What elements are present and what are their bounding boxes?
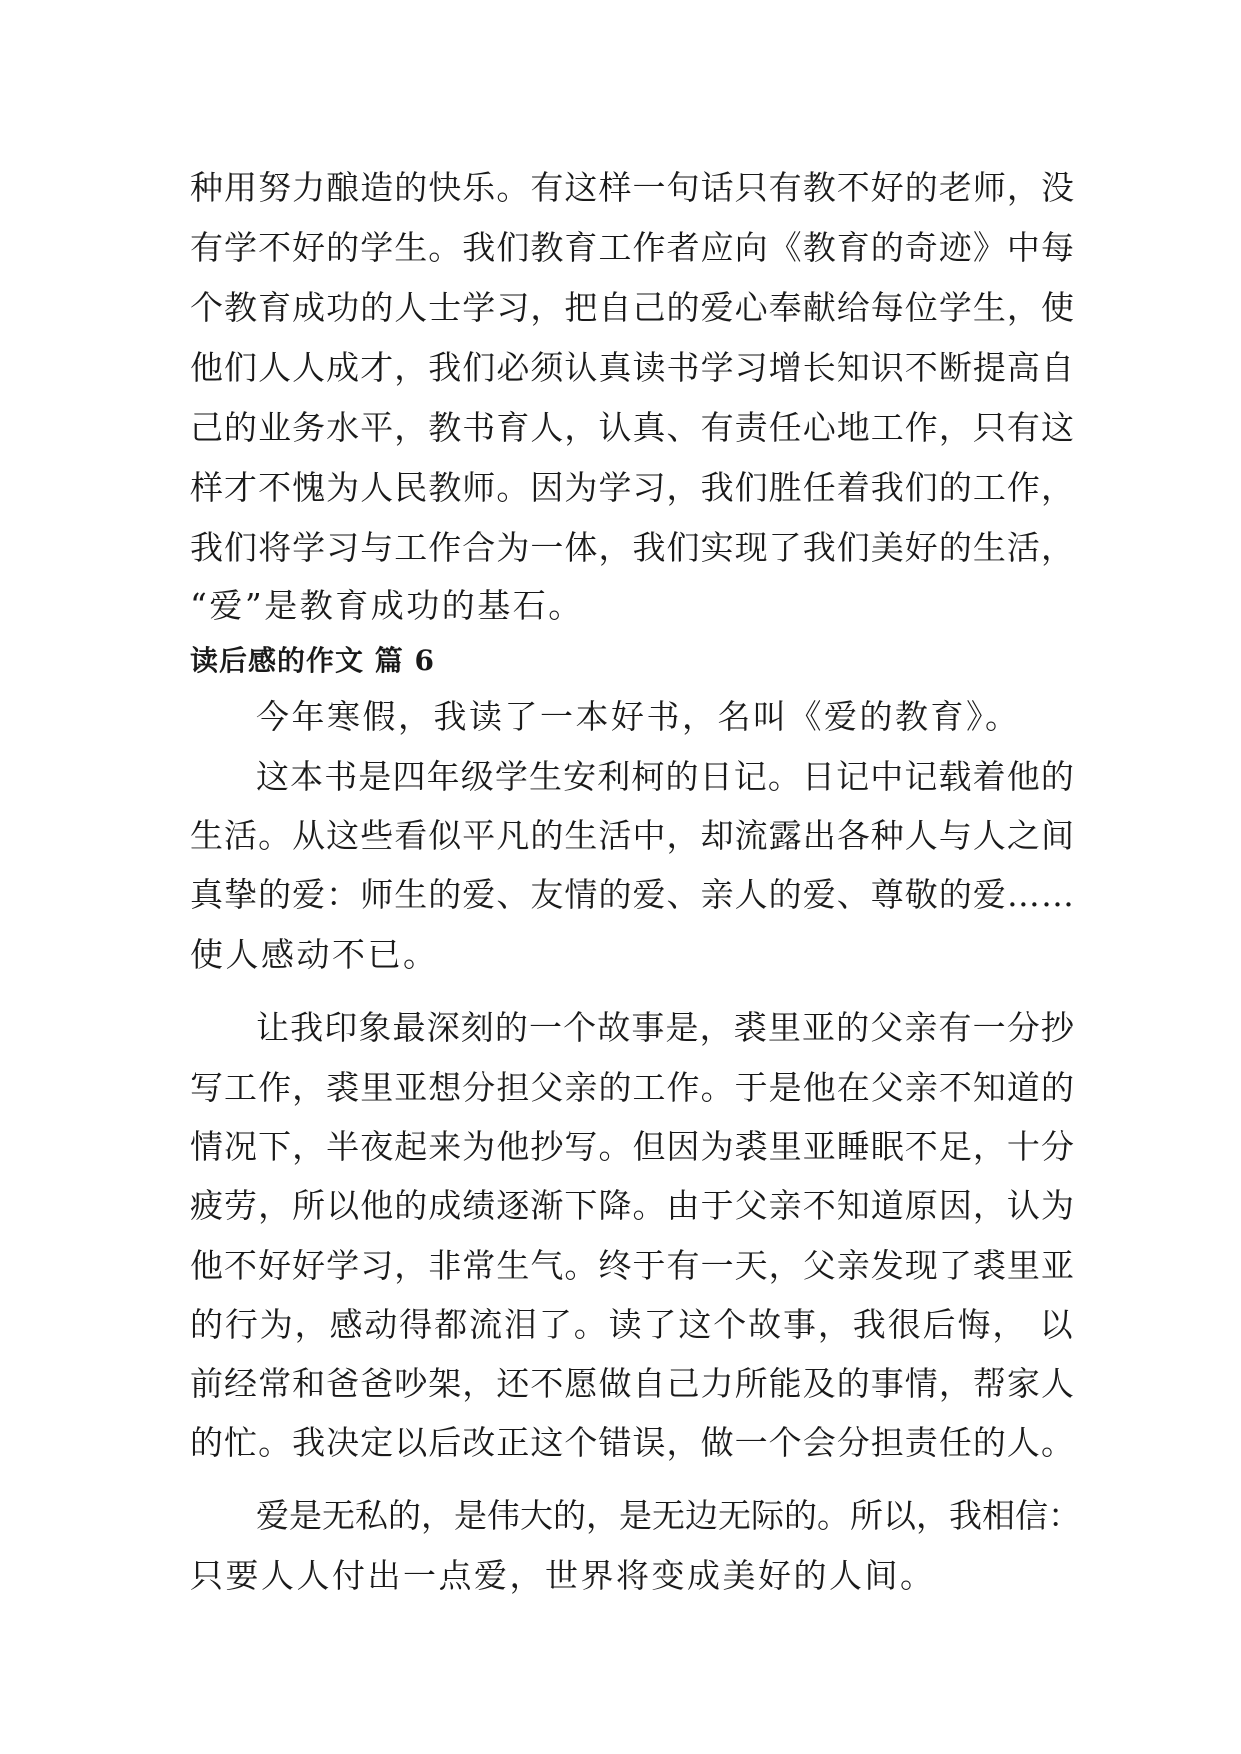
text-line: 他们人人成才，我们必须认真读书学习增长知识不断提高自 — [190, 348, 1075, 387]
text-line: 种用努力酿造的快乐。有这样一句话只有教不好的老师，没 — [190, 168, 1075, 207]
text-line: 疲劳，所以他的成绩逐渐下降。由于父亲不知道原因，认为 — [190, 1186, 1075, 1225]
text-line: “爱”是教育成功的基石。 — [190, 586, 584, 625]
text-line: 他不好好学习，非常生气。终于有一天，父亲发现了裘里亚 — [190, 1246, 1075, 1285]
text-line: 的忙。我决定以后改正这个错误，做一个会分担责任的人。 — [190, 1423, 1075, 1462]
text-line: 有学不好的学生。我们教育工作者应向《教育的奇迹》中每 — [190, 228, 1075, 267]
text-line: 情况下，半夜起来为他抄写。但因为裘里亚睡眠不足，十分 — [190, 1127, 1075, 1166]
text-line: 让我印象最深刻的一个故事是，裘里亚的父亲有一分抄 — [256, 1008, 1075, 1047]
text-line: 只要人人付出一点爱，世界将变成美好的人间。 — [190, 1556, 936, 1595]
text-line: 生活。从这些看似平凡的生活中，却流露出各种人与人之间 — [190, 816, 1075, 855]
text-line: 个教育成功的人士学习，把自己的爱心奉献给每位学生，使 — [190, 288, 1075, 327]
text-line: 今年寒假，我读了一本好书，名叫《爱的教育》。 — [256, 697, 1021, 736]
text-line: 的行为，感动得都流泪了。读了这个故事，我很后悔， 以 — [190, 1305, 1075, 1344]
text-line: 样才不愧为人民教师。因为学习，我们胜任着我们的工作， — [190, 468, 1075, 507]
text-line: 爱是无私的，是伟大的，是无边无际的。所以，我相信： — [256, 1496, 1081, 1535]
text-line: 使人感动不已。 — [190, 935, 439, 974]
text-line: 这本书是四年级学生安利柯的日记。日记中记载着他的 — [256, 757, 1075, 796]
text-line: 己的业务水平，教书育人，认真、有责任心地工作，只有这 — [190, 408, 1075, 447]
text-line: 前经常和爸爸吵架，还不愿做自己力所能及的事情，帮家人 — [190, 1364, 1075, 1403]
text-line: 我们将学习与工作合为一体，我们实现了我们美好的生活， — [190, 528, 1075, 567]
section-heading: 读后感的作文 篇 6 — [190, 644, 435, 677]
text-line: 真挚的爱：师生的爱、友情的爱、亲人的爱、尊敬的爱…… — [190, 875, 1075, 914]
text-line: 写工作，裘里亚想分担父亲的工作。于是他在父亲不知道的 — [190, 1068, 1075, 1107]
